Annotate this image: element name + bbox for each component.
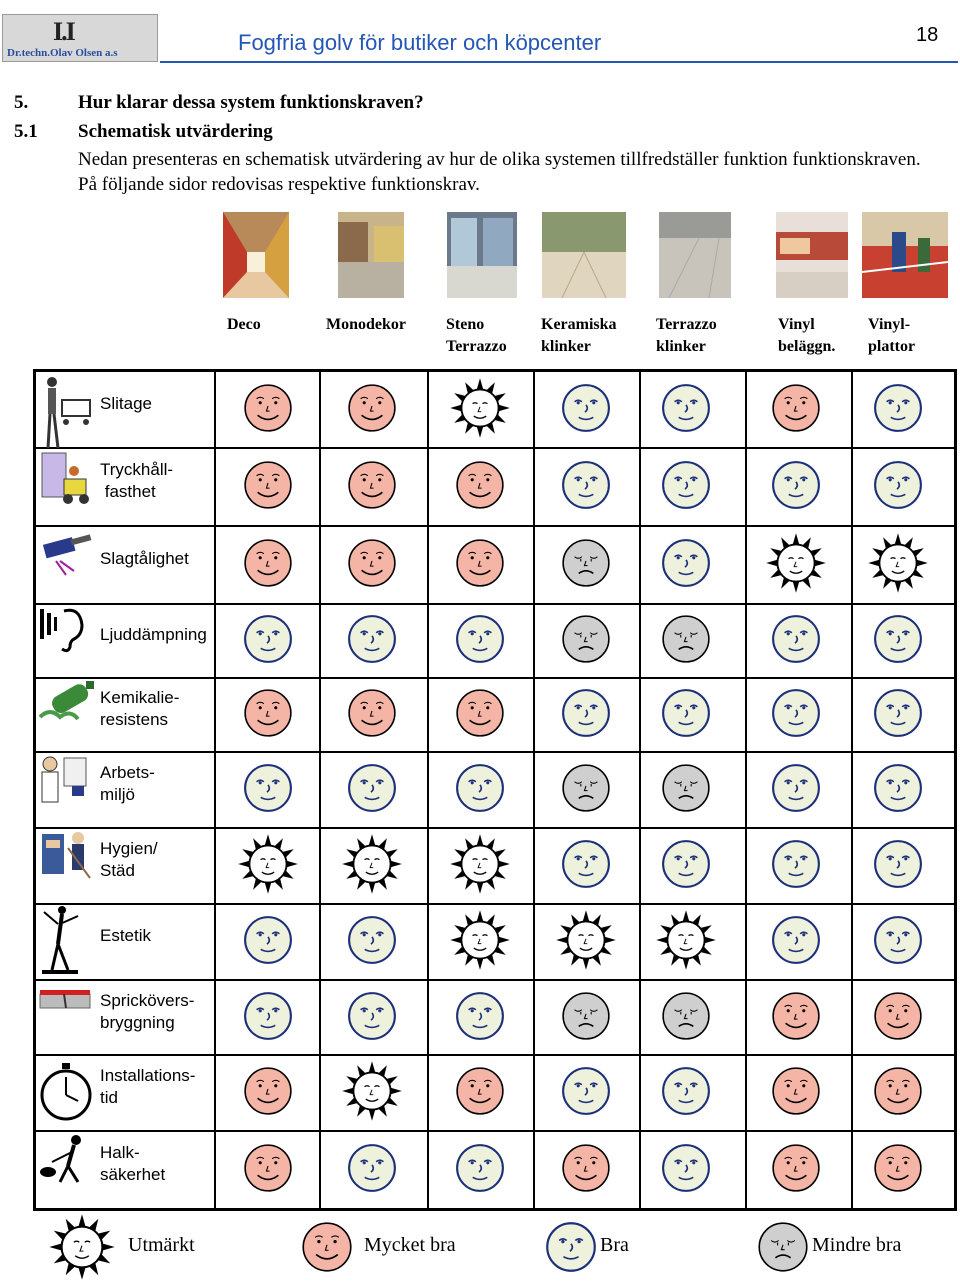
- column-divider: [851, 372, 853, 1208]
- logo-text: Dr.techn.Olav Olsen a.s: [7, 47, 118, 59]
- rating-mycket-bra-icon: [872, 1065, 924, 1122]
- rating-bra-icon: [346, 1142, 398, 1199]
- rating-mindre-bra-icon: [560, 537, 612, 594]
- floor-photo-monodekor: [338, 212, 404, 298]
- floor-photo-vinylplattor: [862, 212, 948, 298]
- stopwatch-icon: [38, 1055, 94, 1136]
- crack-icon: [38, 980, 94, 1061]
- subsection-number: 5.1: [14, 121, 38, 142]
- section-heading: [14, 92, 424, 114]
- legend-mycket-bra-icon: [300, 1220, 354, 1279]
- rating-bra-icon: [660, 382, 712, 439]
- rating-bra-icon: [660, 1065, 712, 1122]
- row-divider: [36, 447, 956, 449]
- row-label: Sprickövers- bryggning: [100, 990, 195, 1032]
- rating-bra-icon: [454, 762, 506, 819]
- rating-bra-icon: [872, 914, 924, 971]
- row-label: Tryckhåll- fasthet: [100, 460, 174, 501]
- legend-utmarkt-icon: [48, 1213, 116, 1286]
- rating-mycket-bra-icon: [560, 1142, 612, 1199]
- rating-mindre-bra-icon: [660, 762, 712, 819]
- section-number: 5.: [14, 92, 29, 113]
- column-monodekor: Monodekor: [326, 316, 406, 333]
- rating-bra-icon: [770, 459, 822, 516]
- column-terrazzo-klinker: Terrazzo klinker: [656, 316, 717, 355]
- rating-utmarkt-icon: [765, 532, 827, 599]
- rating-utmarkt-icon: [555, 909, 617, 976]
- worker-icon: [38, 752, 94, 833]
- dancers-icon: [38, 904, 94, 985]
- rating-bra-icon: [346, 762, 398, 819]
- rating-mycket-bra-icon: [770, 382, 822, 439]
- rating-mycket-bra-icon: [770, 1065, 822, 1122]
- rating-bra-icon: [660, 1142, 712, 1199]
- rating-bra-icon: [560, 459, 612, 516]
- rating-mycket-bra-icon: [454, 687, 506, 744]
- rating-bra-icon: [770, 914, 822, 971]
- bottle-icon: [38, 677, 94, 758]
- row-divider: [36, 751, 956, 753]
- rating-utmarkt-icon: [341, 833, 403, 900]
- rating-mycket-bra-icon: [454, 1065, 506, 1122]
- row-label: Slitage: [100, 394, 152, 413]
- row-divider: [36, 677, 956, 679]
- rating-utmarkt-icon: [867, 532, 929, 599]
- rating-bra-icon: [242, 990, 294, 1047]
- rating-utmarkt-icon: [341, 1060, 403, 1127]
- column-divider: [319, 372, 321, 1208]
- legend-bra-icon: [544, 1220, 598, 1279]
- page-number: 18: [916, 24, 939, 46]
- legend-mindre-bra-icon: [756, 1220, 810, 1279]
- rating-mycket-bra-icon: [242, 459, 294, 516]
- forklift-icon: [38, 449, 94, 530]
- rating-mycket-bra-icon: [242, 1065, 294, 1122]
- rating-bra-icon: [660, 687, 712, 744]
- rating-bra-icon: [872, 382, 924, 439]
- rating-bra-icon: [346, 914, 398, 971]
- rating-bra-icon: [242, 762, 294, 819]
- row-label: Installations- tid: [100, 1066, 196, 1107]
- ear-icon: [38, 603, 94, 684]
- rating-bra-icon: [454, 990, 506, 1047]
- logo-mark: I.I: [53, 17, 74, 46]
- row-divider: [36, 1054, 956, 1056]
- rating-bra-icon: [242, 914, 294, 971]
- rating-mycket-bra-icon: [242, 382, 294, 439]
- section-title: Hur klarar dessa system funktionskraven?: [78, 92, 424, 113]
- row-divider: [36, 525, 956, 527]
- column-keramiska-klinker: Keramiska klinker: [541, 316, 617, 355]
- rating-bra-icon: [660, 838, 712, 895]
- rating-mycket-bra-icon: [454, 459, 506, 516]
- row-divider: [36, 603, 956, 605]
- subsection-title: Schematisk utvärdering: [78, 121, 273, 142]
- column-steno-terrazzo: Steno Terrazzo: [446, 316, 507, 355]
- row-divider: [36, 1130, 956, 1132]
- row-label: Hygien/ Städ: [100, 839, 158, 880]
- rating-mycket-bra-icon: [454, 537, 506, 594]
- rating-bra-icon: [770, 613, 822, 670]
- rating-bra-icon: [872, 838, 924, 895]
- legend-label: Mindre bra: [812, 1234, 902, 1256]
- rating-bra-icon: [872, 613, 924, 670]
- legend-label: Mycket bra: [364, 1234, 456, 1256]
- rating-mycket-bra-icon: [346, 687, 398, 744]
- rating-bra-icon: [454, 613, 506, 670]
- rating-mycket-bra-icon: [872, 1142, 924, 1199]
- column-divider: [427, 372, 429, 1208]
- document-title: Fogfria golv för butiker och köpcenter: [238, 30, 602, 55]
- column-deco: Deco: [227, 316, 261, 333]
- rating-utmarkt-icon: [237, 833, 299, 900]
- rating-bra-icon: [770, 838, 822, 895]
- row-label: Halk- säkerhet: [100, 1142, 166, 1184]
- rating-bra-icon: [560, 687, 612, 744]
- intro-paragraph: Nedan presenteras en schematisk utvärdering av hur de olika systemen tillfredställer funktion funktionskraven. På följande sidor redovisas respektive funktionskrav.: [78, 149, 921, 195]
- rating-bra-icon: [454, 1142, 506, 1199]
- rating-bra-icon: [346, 990, 398, 1047]
- column-divider: [639, 372, 641, 1208]
- floor-photo-terrazzo-klinker: [659, 212, 731, 298]
- row-label: Arbets- miljö: [100, 763, 155, 804]
- rating-mycket-bra-icon: [770, 1142, 822, 1199]
- row-divider: [36, 827, 956, 829]
- row-label: Slagtålighet: [100, 549, 189, 568]
- rating-bra-icon: [872, 762, 924, 819]
- subsection-heading: [14, 121, 273, 143]
- floor-photo-vinyl-belaggning: [776, 212, 848, 298]
- column-vinylplattor: Vinyl- plattor: [868, 316, 916, 355]
- rating-bra-icon: [242, 613, 294, 670]
- rating-mycket-bra-icon: [242, 1142, 294, 1199]
- column-divider: [214, 372, 216, 1208]
- rating-mycket-bra-icon: [770, 990, 822, 1047]
- rating-utmarkt-icon: [449, 833, 511, 900]
- rating-bra-icon: [872, 459, 924, 516]
- rating-mycket-bra-icon: [242, 537, 294, 594]
- rating-utmarkt-icon: [449, 909, 511, 976]
- rating-utmarkt-icon: [449, 377, 511, 444]
- rating-bra-icon: [770, 687, 822, 744]
- row-label: Ljuddämpning: [100, 625, 207, 644]
- row-divider: [36, 903, 956, 905]
- rating-mindre-bra-icon: [560, 762, 612, 819]
- company-logo: [2, 14, 158, 62]
- rating-bra-icon: [872, 687, 924, 744]
- rating-mycket-bra-icon: [872, 990, 924, 1047]
- rating-mindre-bra-icon: [660, 990, 712, 1047]
- rating-bra-icon: [560, 382, 612, 439]
- floor-photo-keramiska-klinker: [542, 212, 626, 298]
- column-divider: [533, 372, 535, 1208]
- rating-mindre-bra-icon: [560, 990, 612, 1047]
- floor-photo-steno-terrazzo: [447, 212, 517, 298]
- hammer-icon: [38, 527, 94, 608]
- rating-bra-icon: [660, 459, 712, 516]
- rating-bra-icon: [560, 838, 612, 895]
- rating-mycket-bra-icon: [346, 537, 398, 594]
- rating-bra-icon: [660, 537, 712, 594]
- row-label: Estetik: [100, 926, 152, 945]
- shopping-cart-icon: [38, 372, 94, 453]
- rating-bra-icon: [770, 762, 822, 819]
- rating-mycket-bra-icon: [346, 382, 398, 439]
- floor-photo-deco: [223, 212, 289, 298]
- cleaning-icon: [38, 828, 94, 909]
- rating-utmarkt-icon: [655, 909, 717, 976]
- row-label: Kemikalie- resistens: [100, 688, 180, 729]
- header-rule: [160, 61, 958, 63]
- column-vinyl-belaggning: Vinyl beläggn.: [778, 316, 836, 355]
- rating-bra-icon: [346, 613, 398, 670]
- column-divider: [745, 372, 747, 1208]
- row-divider: [36, 979, 956, 981]
- walker-icon: [38, 1132, 94, 1213]
- rating-mycket-bra-icon: [242, 687, 294, 744]
- legend-label: Utmärkt: [128, 1234, 195, 1256]
- rating-mindre-bra-icon: [660, 613, 712, 670]
- rating-mycket-bra-icon: [346, 459, 398, 516]
- legend-label: Bra: [600, 1234, 629, 1256]
- rating-mindre-bra-icon: [560, 613, 612, 670]
- rating-bra-icon: [560, 1065, 612, 1122]
